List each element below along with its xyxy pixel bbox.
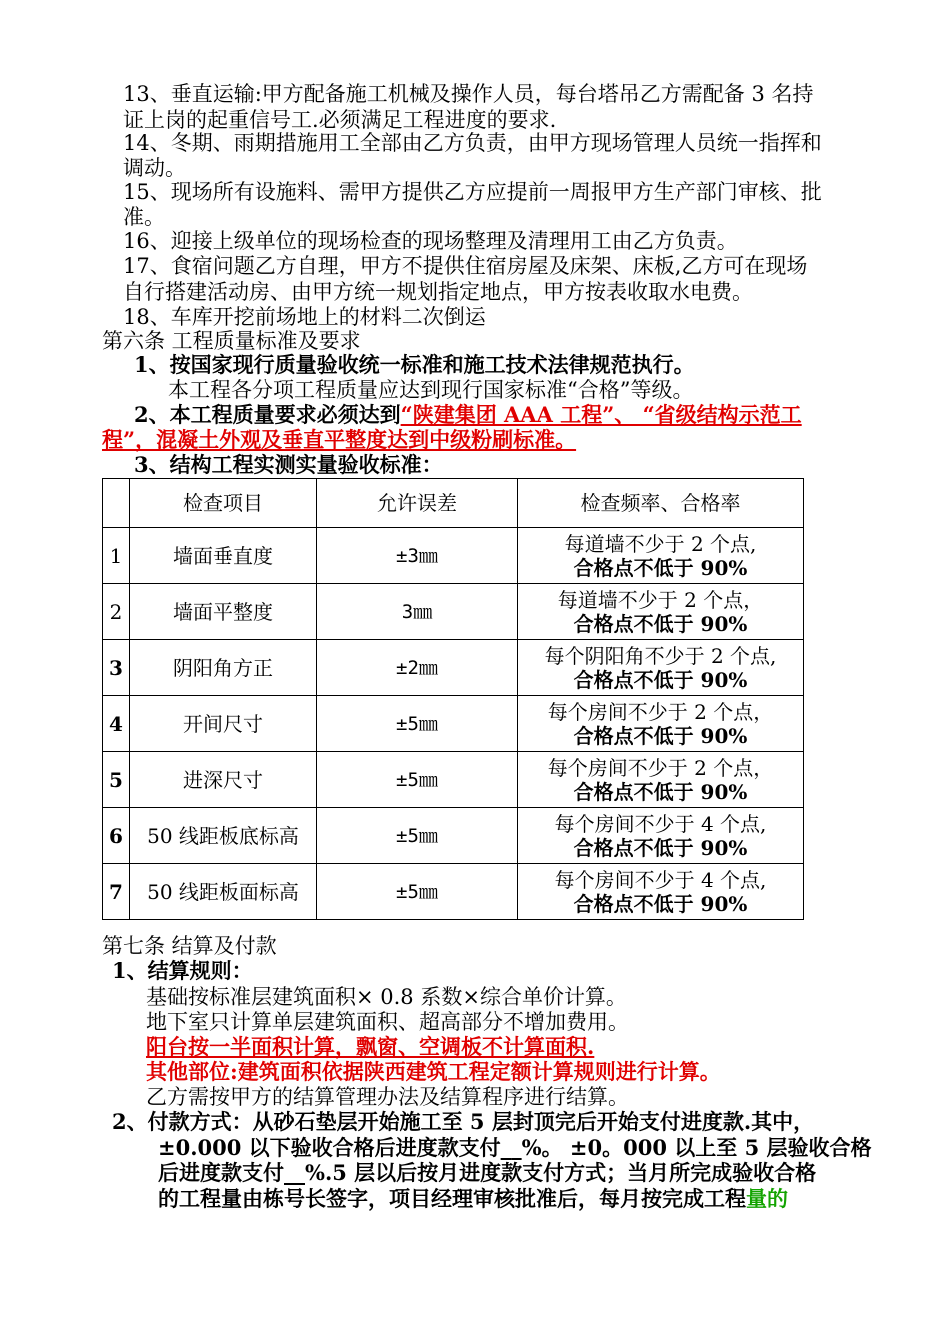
article-6-title: 第六条 工程质量标准及要求 <box>102 329 361 353</box>
row-item: 50 线距板底标高 <box>130 808 317 864</box>
settlement-rule-basement: 地下室只计算单层建筑面积、超高部分不增加费用。 <box>146 1010 629 1034</box>
row-tolerance: ±5㎜ <box>317 752 518 808</box>
row-frequency <box>518 640 804 696</box>
clause-15-line1: 15、现场所有设施料、需甲方提供乙方应提前一周报甲方生产部门审核、批 <box>123 180 822 204</box>
table-row <box>103 696 804 752</box>
row-item: 开间尺寸 <box>130 696 317 752</box>
clause-18: 18、车库开挖前场地上的材料二次倒运 <box>123 305 486 329</box>
row-no: 1 <box>103 528 130 584</box>
row-tolerance: 3㎜ <box>317 584 518 640</box>
clause-17-line1: 17、食宿问题乙方自理，甲方不提供住宿房屋及床架、床板,乙方可在现场 <box>123 254 808 278</box>
clause-14-line1: 14、冬期、雨期措施用工全部由乙方负责，由甲方现场管理人员统一指挥和 <box>123 131 822 155</box>
row-frequency <box>518 584 804 640</box>
row-tolerance: ±5㎜ <box>317 696 518 752</box>
header-frequency: 检查频率、合格率 <box>518 479 804 528</box>
row-frequency <box>518 752 804 808</box>
frequency-line2: 合格点不低于 90% <box>573 555 748 580</box>
row-frequency <box>518 696 804 752</box>
payment-method-line2: ±0.000 以下验收合格后进度款支付__%。 ±0。000 以上至 5 层验收合格 <box>158 1135 872 1160</box>
table-row <box>103 864 804 920</box>
article-7-title: 第七条 结算及付款 <box>102 934 277 958</box>
table-row <box>103 752 804 808</box>
row-tolerance: ±5㎜ <box>317 808 518 864</box>
table-row <box>103 528 804 584</box>
row-no: 3 <box>103 640 130 696</box>
row-item: 50 线距板面标高 <box>130 864 317 920</box>
settlement-rule-balcony-text: 阳台按一半面积计算，飘窗、空调板不计算面积. <box>146 1034 595 1059</box>
payment-method-line3: 后进度款支付__%.5 层以后按月进度款支付方式；当月所完成验收合格 <box>158 1160 817 1185</box>
settlement-procedure: 乙方需按甲方的结算管理办法及结算程序进行结算。 <box>146 1085 629 1109</box>
payment-method-text: 的工程量由栋号长签字，项目经理审核批准后，每月按完成工程 <box>158 1186 746 1211</box>
settlement-rule-balcony <box>146 1034 594 1060</box>
article-6-item3: 3、结构工程实测实量验收标准： <box>134 452 443 477</box>
row-item: 进深尺寸 <box>130 752 317 808</box>
row-frequency <box>518 808 804 864</box>
clause-13-line2: 证上岗的起重信号工.必须满足工程进度的要求. <box>123 108 557 132</box>
frequency-line1: 每个房间不少于 4 个点, <box>554 867 767 892</box>
frequency-line2: 合格点不低于 90% <box>573 723 748 748</box>
header-item: 检查项目 <box>130 479 317 528</box>
frequency-line1: 每个阴阳角不少于 2 个点, <box>544 643 777 668</box>
settlement-rule-other: 其他部位:建筑面积依据陕西建筑工程定额计算规则进行计算。 <box>146 1059 721 1084</box>
quality-requirement-prefix: 2、本工程质量要求必须达到 <box>134 402 401 427</box>
article-6-item1: 1、按国家现行质量验收统一标准和施工技术法律规范执行。 <box>134 352 695 377</box>
table-row <box>103 808 804 864</box>
row-frequency <box>518 864 804 920</box>
row-item: 阴阳角方正 <box>130 640 317 696</box>
payment-method-line4 <box>158 1186 788 1212</box>
quality-requirement-highlight: “陕建集团 AAA 工程”、 “省级结构示范工 <box>400 402 802 427</box>
payment-method-line1: 2、付款方式：从砂石垫层开始施工至 5 层封顶完后开始支付进度款.其中， <box>112 1109 815 1134</box>
article-6-item2-line1 <box>134 402 802 428</box>
frequency-line2: 合格点不低于 90% <box>573 835 748 860</box>
row-item: 墙面垂直度 <box>130 528 317 584</box>
frequency-line2: 合格点不低于 90% <box>573 779 748 804</box>
row-no: 6 <box>103 808 130 864</box>
row-no: 5 <box>103 752 130 808</box>
table-row <box>103 640 804 696</box>
frequency-line1: 每个房间不少于 4 个点, <box>554 811 767 836</box>
clause-15-line2: 准。 <box>123 205 165 229</box>
table-row <box>103 584 804 640</box>
frequency-line1: 每个房间不少于 2 个点， <box>547 755 774 780</box>
article-7-item1: 1、结算规则： <box>112 958 253 983</box>
inspection-standards-table <box>102 478 804 920</box>
row-no: 4 <box>103 696 130 752</box>
row-tolerance: ±2㎜ <box>317 640 518 696</box>
frequency-line1: 每个房间不少于 2 个点， <box>547 699 774 724</box>
article-6-item2-line2 <box>102 427 576 453</box>
header-tolerance: 允许误差 <box>317 479 518 528</box>
frequency-line2: 合格点不低于 90% <box>573 611 748 636</box>
header-no <box>103 479 130 528</box>
table-header-row <box>103 479 804 528</box>
clause-13-line1: 13、垂直运输:甲方配备施工机械及操作人员，每台塔吊乙方需配备 3 名持 <box>123 82 814 106</box>
clause-17-line2: 自行搭建活动房、由甲方统一规划指定地点，甲方按表收取水电费。 <box>123 280 753 304</box>
row-no: 7 <box>103 864 130 920</box>
frequency-line1: 每道墙不少于 2 个点， <box>557 587 764 612</box>
payment-method-highlight: 量的 <box>746 1186 788 1211</box>
frequency-line1: 每道墙不少于 2 个点, <box>564 531 757 556</box>
quality-requirement-highlight-cont: 程”，混凝土外观及垂直平整度达到中级粉刷标准。 <box>102 427 577 452</box>
row-no: 2 <box>103 584 130 640</box>
settlement-rule-foundation: 基础按标准层建筑面积× 0.8 系数×综合单价计算。 <box>146 985 627 1009</box>
row-tolerance: ±5㎜ <box>317 864 518 920</box>
clause-16: 16、迎接上级单位的现场检查的现场整理及清理用工由乙方负责。 <box>123 229 738 253</box>
row-frequency <box>518 528 804 584</box>
clause-14-line2: 调动。 <box>123 156 186 180</box>
frequency-line2: 合格点不低于 90% <box>573 891 748 916</box>
row-tolerance: ±3㎜ <box>317 528 518 584</box>
frequency-line2: 合格点不低于 90% <box>573 667 748 692</box>
article-6-item1-detail: 本工程各分项工程质量应达到现行国家标准“合格”等级。 <box>168 378 694 402</box>
row-item: 墙面平整度 <box>130 584 317 640</box>
